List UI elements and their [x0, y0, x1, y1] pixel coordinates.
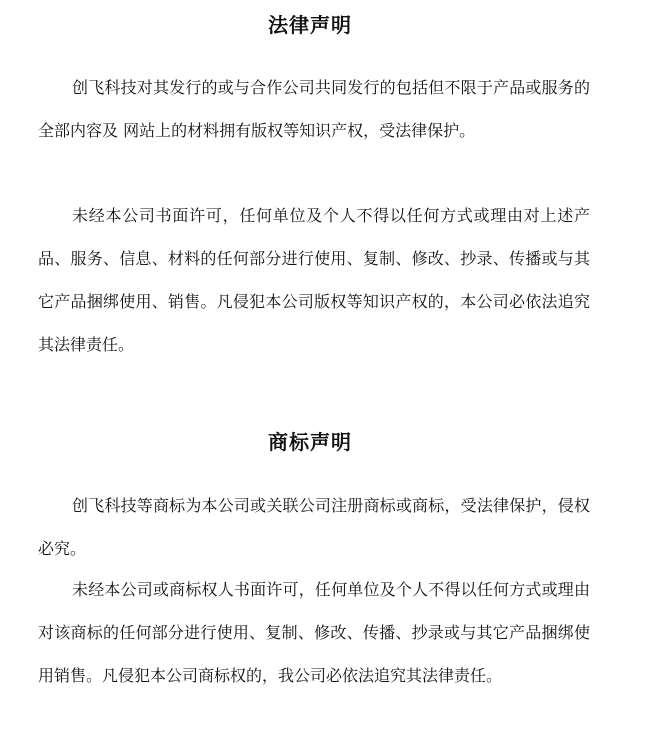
legal-notice-paragraph-1: 创飞科技对其发行的或与合作公司共同发行的包括但不限于产品或服务的全部内容及 网站上的材料拥有版权等知识产权，受法律保护。 [38, 78, 590, 140]
trademark-notice-paragraph-1: 创飞科技等商标为本公司或关联公司注册商标或商标，受法律保护，侵权必究。 [38, 496, 590, 558]
legal-notice-paragraph-2: 未经本公司书面许可，任何单位及个人不得以任何方式或理由对上述产品、服务、信息、材料的任何部分进行使用、复制、修改、抄录、传播或与其它产品捆绑使用、销售。凡侵犯本公司版权等知识产权的，本公司必依法追究其法律责任。 [38, 206, 590, 354]
legal-notice-title: 法律声明 [268, 13, 352, 37]
trademark-notice-title: 商标声明 [268, 430, 352, 454]
trademark-notice-paragraph-2: 未经本公司或商标权人书面许可，任何单位及个人不得以任何方式或理由对该商标的任何部分进行使用、复制、修改、传播、抄录或与其它产品捆绑使用销售。凡侵犯本公司商标权的，我公司必依法追究其法律责任。 [38, 580, 590, 685]
